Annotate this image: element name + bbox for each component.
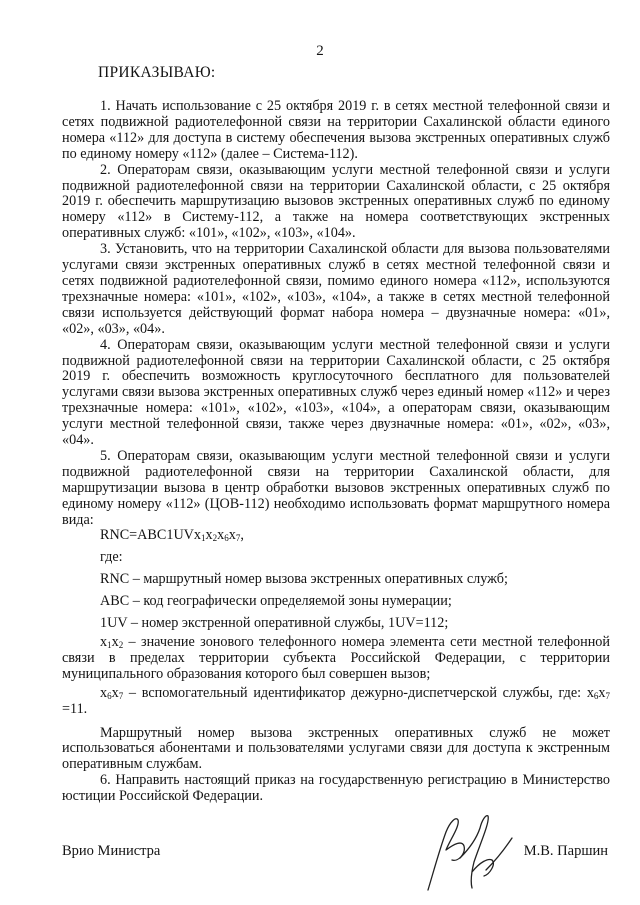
item-6: 6. Направить настоящий приказ на государственную регистрацию в Министерство юстиции Российской Федерации. bbox=[62, 772, 610, 805]
order-heading: ПРИКАЗЫВАЮ: bbox=[98, 64, 216, 81]
item-2: 2. Операторам связи, оказывающим услуги местной телефонной связи и услуги подвижной радиотелефонной связи на территории Сахалинской области, с 25 октября 2019 г. обеспечить маршрутизацию вызовов экстренных оперативных служб по единому номеру «112» в Систему-112, а также на номера соответствующих экстренных оперативных служб: «101», «102», «103», «104». bbox=[62, 161, 610, 242]
item-5: 5. Операторам связи, оказывающим услуги местной телефонной связи и услуги подвижной радиотелефонной связи на территории Сахалинской области, для маршрутизации вызова в центр обработки вызовов экстренных оперативных служб по единому номеру «112» (ЦОВ-112) необходимо использовать формат маршрутного номера вида: bbox=[62, 447, 610, 528]
definition-abc: ABC – код географически определяемой зоны нумерации; bbox=[100, 593, 452, 610]
order-body bbox=[62, 99, 610, 805]
item-1: 1. Начать использование с 25 октября 2019 г. в сетях местной телефонной связи и сетях подвижной радиотелефонной связи на территории Сахалинской области единого номера «112» для доступа в систему обеспечения вызова экстренных оперативных служб по единому номеру «112» (далее – Система-112). bbox=[62, 98, 610, 162]
definition-rnc: RNC – маршрутный номер вызова экстренных оперативных служб; bbox=[100, 571, 508, 588]
item-3: 3. Установить, что на территории Сахалинской области для вызова пользователями услугами связи экстренных оперативных служб в сетях местной телефонной связи и сетях подвижной радиотелефонной связи, помимо единого номера «112», используются трехзначные номера: «101», «102», «103», «104», а также в сетях местной телефонной связи используется действующий формат набора номера – двузначные номера: «01», «02», «03», «04». bbox=[62, 241, 610, 337]
routing-note: Маршрутный номер вызова экстренных оперативных служб не может использоваться абонентами и пользователями услугами связи для доступа к экстренным оперативным службам. bbox=[62, 724, 610, 773]
signatory-name: М.В. Паршин bbox=[523, 843, 608, 859]
handwritten-signature bbox=[420, 810, 520, 895]
definition-1uv: 1UV – номер экстренной оперативной службы, 1UV=112; bbox=[100, 615, 449, 632]
definition-x6x7: $x_6x_7$ – вспомогательный идентификатор дежурно-диспетчерской службы, где: $x_6x_7 =11$. bbox=[62, 684, 610, 717]
routing-formula: $RNC=ABC1UVx_1x_2x_6x_7$, bbox=[100, 527, 244, 544]
item-4: 4. Операторам связи, оказывающим услуги местной телефонной связи и услуги подвижной радиотелефонной связи на территории Сахалинской области, с 25 октября 2019 г. обеспечить возможность круглосуточного бесплатного для пользователей услугами связи вызова экстренных оперативных служб через единый номер «112» и через трехзначные номера: «101», «102», «103», «104», а операторам связи, оказывающим услуги местной телефонной связи, также через двузначные номера: «01», «02», «03», «04». bbox=[62, 336, 610, 449]
definition-x1x2: $x_1x_2$ – значение зонового телефонного номера элемента сети местной телефонной связи в пределах территории субъекта Российской Федерации, с территории муниципального образования которого был совершен вызов; bbox=[62, 634, 610, 682]
signatory-title: Врио Министра bbox=[62, 843, 161, 859]
page-number: 2 bbox=[316, 43, 324, 59]
where-label: где: bbox=[100, 549, 123, 566]
